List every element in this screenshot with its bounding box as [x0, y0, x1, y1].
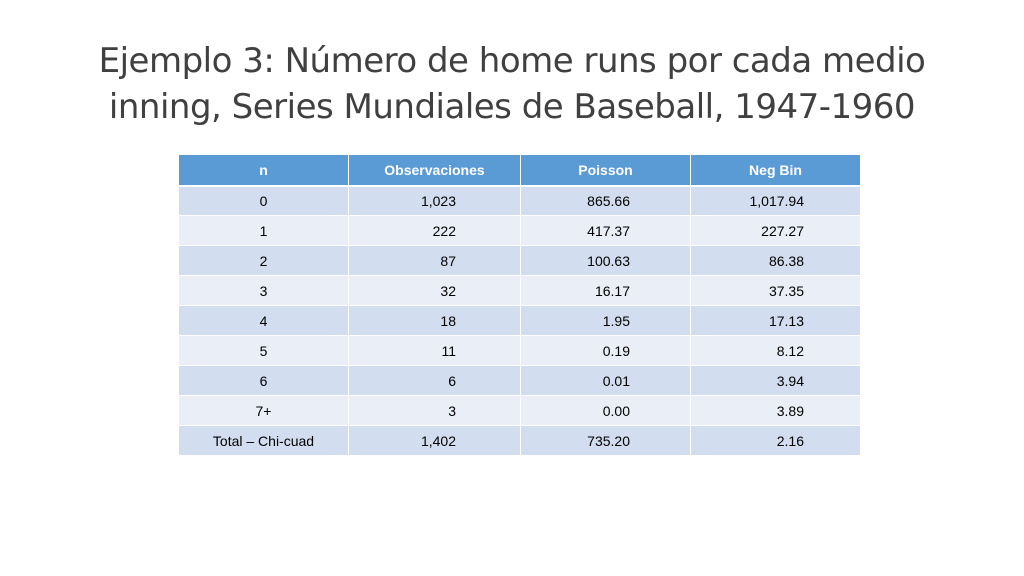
table-row	[179, 216, 861, 246]
header-n: n	[179, 155, 349, 186]
cell-neg-bin: 227.27	[691, 216, 861, 246]
cell-neg-bin: 8.12	[691, 336, 861, 366]
cell-poisson: 16.17	[521, 276, 691, 306]
header-poisson: Poisson	[521, 155, 691, 186]
cell-observaciones: 1,023	[349, 186, 521, 216]
cell-n: 6	[179, 366, 349, 396]
cell-poisson: 417.37	[521, 216, 691, 246]
cell-n: 5	[179, 336, 349, 366]
cell-n: Total – Chi-cuad	[179, 426, 349, 456]
cell-observaciones: 32	[349, 276, 521, 306]
cell-observaciones: 18	[349, 306, 521, 336]
cell-observaciones: 3	[349, 396, 521, 426]
cell-neg-bin: 37.35	[691, 276, 861, 306]
cell-poisson: 0.19	[521, 336, 691, 366]
cell-observaciones: 1,402	[349, 426, 521, 456]
cell-poisson: 0.01	[521, 366, 691, 396]
table-row	[179, 366, 861, 396]
table-row	[179, 336, 861, 366]
cell-n: 0	[179, 186, 349, 216]
cell-neg-bin: 17.13	[691, 306, 861, 336]
cell-neg-bin: 86.38	[691, 246, 861, 276]
cell-n: 1	[179, 216, 349, 246]
cell-n: 4	[179, 306, 349, 336]
cell-n: 3	[179, 276, 349, 306]
table-total-row	[179, 426, 861, 456]
cell-neg-bin: 2.16	[691, 426, 861, 456]
slide-title-line-1: Ejemplo 3: Número de home runs por cada medio	[98, 41, 926, 81]
cell-observaciones: 6	[349, 366, 521, 396]
cell-neg-bin: 3.89	[691, 396, 861, 426]
cell-poisson: 0.00	[521, 396, 691, 426]
table-row	[179, 186, 861, 216]
cell-n: 2	[179, 246, 349, 276]
cell-neg-bin: 1,017.94	[691, 186, 861, 216]
table-row	[179, 276, 861, 306]
table-row	[179, 396, 861, 426]
cell-observaciones: 222	[349, 216, 521, 246]
home-runs-table	[178, 154, 861, 456]
slide-title-line-2: inning, Series Mundiales de Baseball, 1947-1960	[108, 87, 916, 127]
table-row	[179, 306, 861, 336]
cell-poisson: 100.63	[521, 246, 691, 276]
slide-title	[40, 38, 984, 130]
cell-observaciones: 11	[349, 336, 521, 366]
cell-observaciones: 87	[349, 246, 521, 276]
header-neg-bin: Neg Bin	[691, 155, 861, 186]
table-header-row	[179, 155, 861, 186]
header-observaciones: Observaciones	[349, 155, 521, 186]
table-row	[179, 246, 861, 276]
cell-neg-bin: 3.94	[691, 366, 861, 396]
cell-poisson: 865.66	[521, 186, 691, 216]
cell-poisson: 1.95	[521, 306, 691, 336]
cell-poisson: 735.20	[521, 426, 691, 456]
cell-n: 7+	[179, 396, 349, 426]
